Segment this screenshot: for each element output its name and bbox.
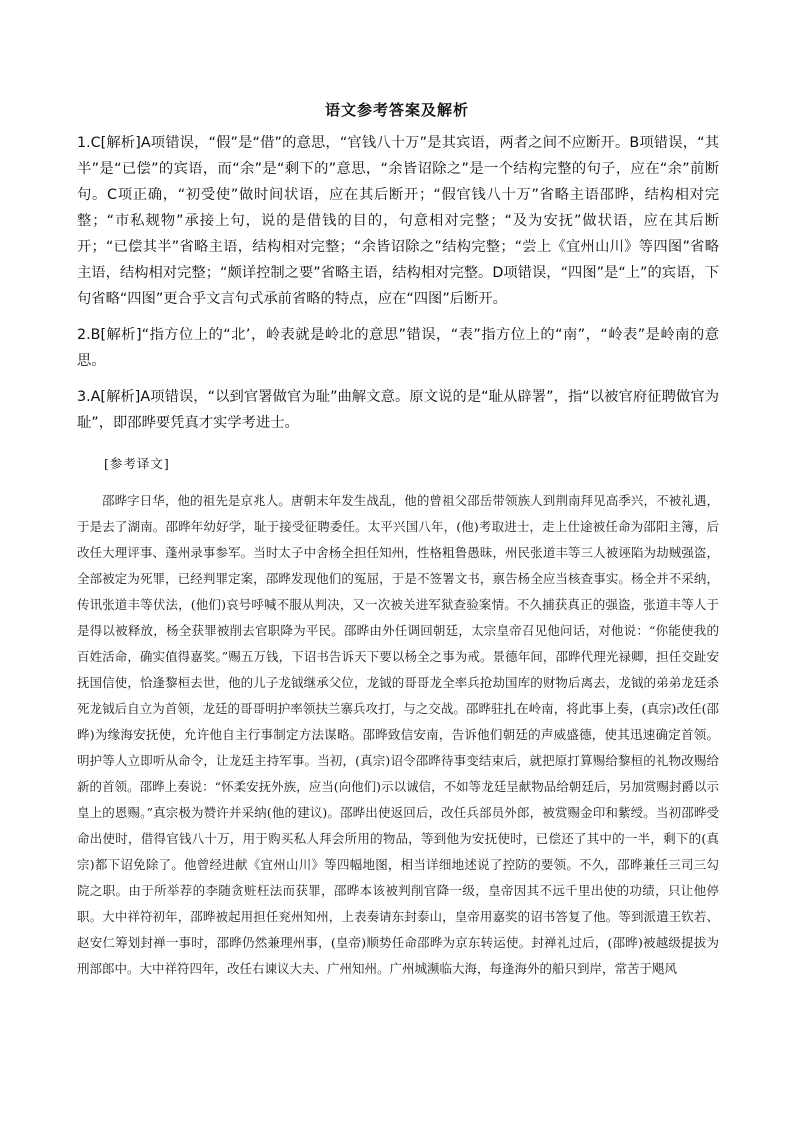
answer-item-1: 1.C[解析]A项错误，“假”是“借”的意思，“官钱八十万”是其宾语，两者之间不应断开。B项错误，“其半”是“已偿”的宾语，而“余”是“剩下的”意思，“余皆诏除之”是一个结构完整的句子，应在“余”前断句。C项正确，“初受使”做时间状语，应在其后断开；“假官钱八十万”省略主语邵晔，结构相对完整；“市私觌物”承接上句，说的是借钱的目的，句意相对完整；“及为安抚”做状语，应在其后断开；“已偿其半”省略主语，结构相对完整；“余皆诏除之”结构完整；“尝上《宜州山川》等四图”省略主语，结构相对完整；“颇详控制之要”省略主语，结构相对完整。D项错误，“四图”是“上”的宾语，下句省略“四图”更合乎文言句式承前省略的特点，应在“四图”后断开。 bbox=[77, 135, 719, 307]
answer-item-3: 3.A[解析]A项错误，“以到官署做官为耻”曲解文意。原文说的是“耻从辟署”，指“以被官府征聘做官为耻”，即邵晔要凭真才实学考进士。 bbox=[77, 389, 719, 431]
answer-item-2: 2.B[解析]“指方位上的“北’，岭表就是岭北的意思”错误，“表”指方位上的“南”，“岭表”是岭南的意思。 bbox=[77, 327, 719, 369]
reference-translation-label: [参考译文] bbox=[104, 456, 170, 471]
translation-paragraph: 邵晔字日华，他的祖先是京兆人。唐朝末年发生战乱，他的曾祖父邵岳带领族人到荆南拜见高季兴，不被礼遇，于是去了湖南。邵晔年幼好学，耻于接受征聘委任。太平兴国八年，(他)考取进士，走上仕途被任命为邵阳主簿，后改任大理评事、蓬州录事参军。当时太子中舍杨全担任知州，性格粗鲁愚昧，州民张道丰等三人被诬陷为劫贼强盗，全部被定为死罪，已经判罪定案，邵晔发现他们的冤屈，于是不签署文书，禀告杨全应当核查事实。杨全并不采纳，传讯张道丰等伏法，(他们)哀号呼喊不服从判决，又一次被关进军狱查验案情。不久捕获真正的强盗，张道丰等人于是得以被释放，杨全获罪被削去官职降为平民。邵晔由外任调回朝廷，太宗皇帝召见他问话，对他说：“你能使我的百姓活命，确实值得嘉奖。”赐五万钱，下诏书告诉天下要以杨全之事为戒。景德年间，邵晔代理光禄卿，担任交趾安抚国信使，恰逢黎桓去世，他的儿子龙钺继承父位，龙钺的哥哥龙全率兵抢劫国库的财物后离去，龙钺的弟弟龙廷杀死龙钺后自立为首领，龙廷的哥哥明护率领扶兰寨兵攻打，与之交战。邵晔驻扎在岭南，将此事上奏，(真宗)改任(邵晔)为缘海安抚使，允许他自主行事制定方法谋略。邵晔致信安南，告诉他们朝廷的声威盛德，使其迅速确定首领。明护等人立即听从命令，让龙廷主持军事。当初，(真宗)诏令邵晔待事变结束后，就把原打算赐给黎桓的礼物改赐给新的首领。邵晔上奏说：“怀柔安抚外族，应当(向他们)示以诚信，不如等龙廷呈献物品给朝廷后，另加赏赐封爵以示皇上的恩赐。”真宗极为赞许并采纳(他的建议)。邵晔出使返回后，改任兵部员外郎，被赏赐金印和紫绶。当初邵晔受命出使时，借得官钱八十万，用于购买私人拜会所用的物品，等到他为安抚使时，已偿还了其中的一半，剩下的(真宗)都下诏免除了。他曾经进献《宜州山川》等四幅地图，相当详细地述说了控防的要领。不久，邵晔兼任三司三勾院之职。由于所举荐的李随贪赃枉法而获罪，邵晔本该被判削官降一级，皇帝因其不远千里出使的功绩，只让他停职。大中祥符初年，邵晔被起用担任兖州知州，上表奏请东封泰山，皇帝用嘉奖的诏书答复了他。等到派遣王钦若、赵安仁筹划封禅一事时，邵晔仍然兼理州事，(皇帝)顺势任命邵晔为京东转运使。封禅礼过后，(邵晔)被越级提拔为刑部郎中。大中祥符四年，改任右谏议大夫、广州知州。广州城濒临大海，每逢海外的船只到岸，常苦于飓风 bbox=[77, 493, 719, 976]
answer-section bbox=[77, 130, 719, 446]
reference-translation bbox=[77, 488, 719, 982]
page-title: 语文参考答案及解析 bbox=[324, 101, 469, 119]
